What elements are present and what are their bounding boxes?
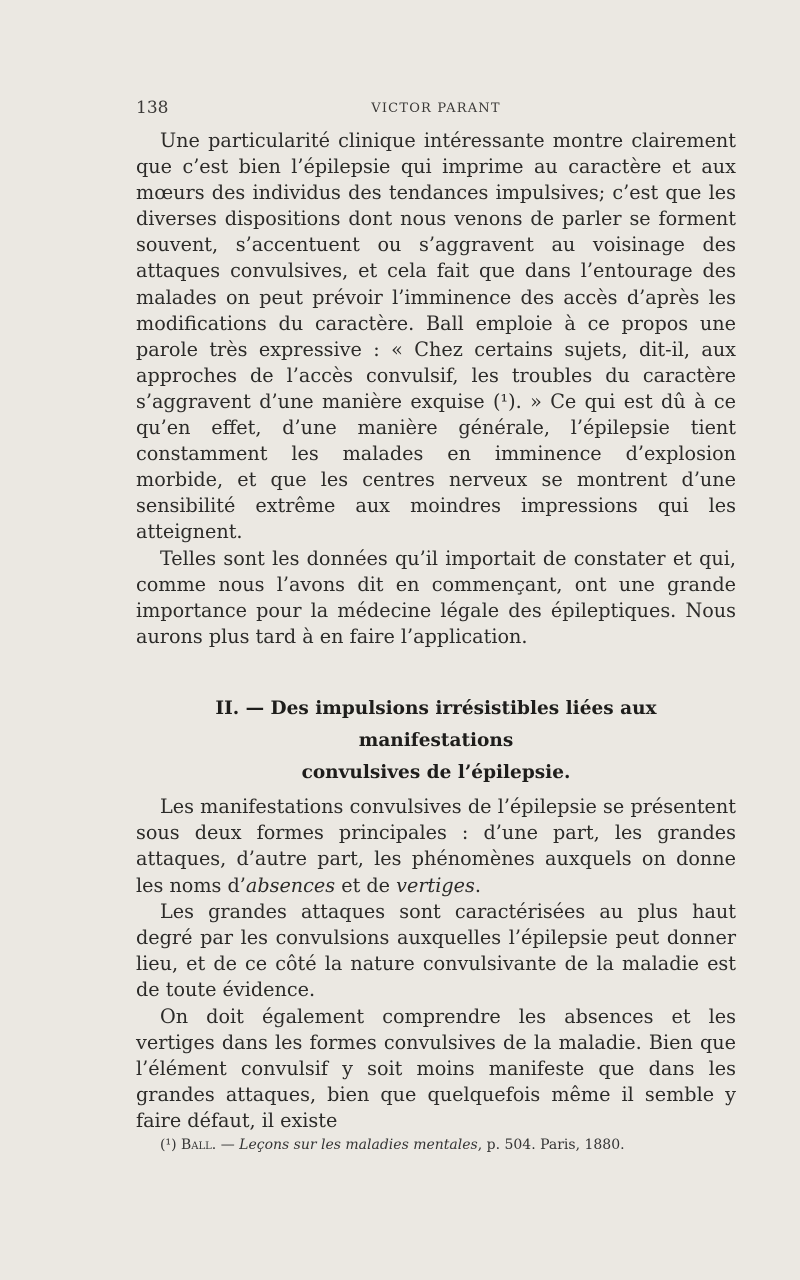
footnote-dash: — xyxy=(216,1137,240,1153)
paragraph: Les grandes attaques sont caractérisées au plus haut degré par les convulsions auxquelles l’épilepsie peut donner lieu, et de ce côté la nature convulsivante de la maladie est de toute évidence. xyxy=(136,899,736,1002)
footnote xyxy=(160,1137,760,1153)
footnote-rest: , p. 504. Paris, 1880. xyxy=(477,1137,625,1153)
paragraph: Telles sont les données qu’il importait de constater et qui, comme nous l’avons dit en commençant, ont une grande importance pour la médecine légale des épileptiques. Nous aurons plus tard à en faire l’application. xyxy=(136,546,736,648)
paragraph: On doit également comprendre les absences et les vertiges dans les formes convulsives de la maladie. Bien que l’élément convulsif y soit moins manifeste que dans les grandes attaques, bien que quelquefois même il semble y faire défaut, il existe xyxy=(136,1004,736,1133)
paragraph xyxy=(136,794,736,899)
body-text-bottom xyxy=(136,794,736,1135)
section-heading xyxy=(136,693,736,789)
footnote-author: Ball. xyxy=(181,1137,217,1153)
running-head: VICTOR PARANT xyxy=(371,101,501,116)
footnote-title: Leçons sur les maladies mentales xyxy=(239,1137,478,1153)
body-text-top xyxy=(136,128,736,650)
text-run: . xyxy=(474,873,481,897)
page-header xyxy=(136,98,736,122)
italic-term: absences xyxy=(245,873,336,897)
paragraph: Une particularité clinique intéressante montre clairement que c’est bien l’épilepsie qui imprime au caractère et aux mœurs des individus des tendances impulsives; c’est que les diverses dispositions dont nous venons de parler se forment souvent, s’accentuent ou s’aggravent au voisinage des attaques convulsives, et cela fait que dans l’entourage des malades on peut prévoir l’imminence des accès d’après les modifications du caractère. Ball emploie à ce propos une parole très expressive : « Chez certains sujets, dit-il, aux approches de l’accès convulsif, les troubles du caractère s’aggravent d’une manière exquise (¹). » Ce qui est dû à ce qu’en effet, d’une manière générale, l’épilepsie tient constamment les malades en imminence d’explosion morbide, et que les centres nerveux se montrent d’une sensibilité extrême aux moindres impressions qui les atteignent. xyxy=(136,129,736,544)
text-run: Les manifestations convulsives de l’épilepsie se présentent sous deux formes principales : d’une part, les grandes attaques, d’autre part, les phénomènes auxquels on donne les noms d’ xyxy=(136,795,736,897)
page-number: 138 xyxy=(136,98,169,118)
italic-term: vertiges xyxy=(396,873,475,897)
footnote-marker: (¹) xyxy=(160,1137,177,1153)
section-heading-line: convulsives de l’épilepsie. xyxy=(301,762,571,783)
section-heading-line: II. — Des impulsions irrésistibles liées aux manifestations xyxy=(215,698,657,751)
text-run: et de xyxy=(335,873,397,897)
